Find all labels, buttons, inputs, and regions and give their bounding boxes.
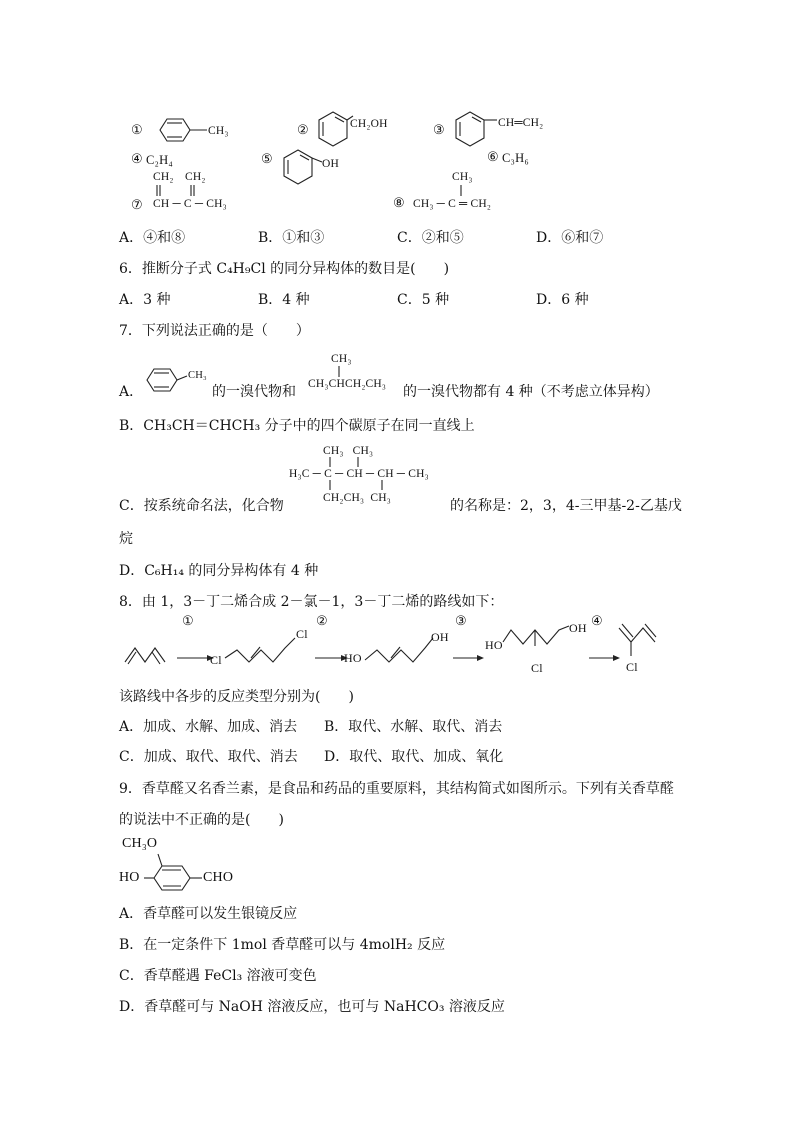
item-3-number: ③ xyxy=(433,123,445,138)
q8-stem: 8．由 1，3－丁二烯合成 2－氯－1，3－丁二烯的路线如下： xyxy=(119,594,504,610)
q9-stem-line-2: 的说法中不正确的是( ) xyxy=(119,812,284,828)
benzene-ring-3 xyxy=(452,110,502,154)
q6-option-d: D．6 种 xyxy=(536,292,589,308)
item-8-top: CH₃ xyxy=(452,171,473,183)
q8-cl-label-b: Cl xyxy=(296,627,308,641)
item-3-substituent: CH═CH₂ xyxy=(498,117,544,129)
vanillin-methoxy: CH₃O xyxy=(122,836,158,851)
q8-cl-label-d: Cl xyxy=(626,660,638,674)
item-6-number: ⑥ xyxy=(487,150,499,165)
q8-ho-label-b: HO xyxy=(485,638,503,652)
item-5-number: ⑤ xyxy=(261,152,273,167)
q9-stem-line-1: 9．香草醛又名香兰素，是食品和药品的重要原料，其结构简式如图所示。下列有关香草醛 xyxy=(119,781,674,797)
q6-option-a: A．3 种 xyxy=(119,292,171,308)
q8-ho-label-a: HO xyxy=(344,651,362,665)
q8-step-3: ③ xyxy=(455,614,467,629)
q8-step-1: ① xyxy=(182,614,194,629)
q5-option-d: D．⑥和⑦ xyxy=(536,230,604,246)
q6-option-b: B．4 种 xyxy=(258,292,310,308)
q8-oh-label-b: OH xyxy=(569,621,587,635)
q8-option-d: D．取代、取代、加成、氧化 xyxy=(324,749,504,765)
item-2-substituent: CH₂OH xyxy=(350,118,388,130)
isopentane-branch: CH₃ xyxy=(331,353,352,365)
q7-option-c-suffix: 的名称是：2，3，4-三甲基-2-乙基戊 xyxy=(450,498,682,514)
q6-stem: 6．推断分子式 C₄H₉Cl 的同分异构体的数目是( ) xyxy=(119,261,450,277)
q7-option-c-prefix: C．按系统命名法，化合物 xyxy=(119,498,284,514)
q7-stem: 7．下列说法正确的是（ ） xyxy=(119,323,310,339)
q7-option-a-prefix: A． xyxy=(119,384,144,400)
q7-option-a-mid: 的一溴代物和 xyxy=(212,384,296,400)
isopentane-bond xyxy=(336,366,346,378)
vanillin-aldehyde: CHO xyxy=(203,870,234,885)
q7-c-struct-main: H₃C ─ C ─ CH ─ CH ─ CH₃ xyxy=(289,468,429,480)
item-7-bonds xyxy=(155,184,205,198)
q9-option-b: B．在一定条件下 1mol 香草醛可以与 4molH₂ 反应 xyxy=(119,937,446,953)
q5-option-c: C．②和⑤ xyxy=(397,230,464,246)
item-4-formula: C₂H₄ xyxy=(146,153,173,167)
q7-option-d: D．C₆H₁₄ 的同分异构体有 4 种 xyxy=(119,563,319,579)
q7-option-c-continuation: 烷 xyxy=(119,531,133,547)
item-1-number: ① xyxy=(131,123,143,138)
benzene-ring-1 xyxy=(155,117,215,143)
vanillin-hydroxy: HO xyxy=(119,870,140,885)
q8-cl-label-c: Cl xyxy=(531,661,543,675)
q7-option-b: B．CH₃CH＝CHCH₃ 分子中的四个碳原子在同一直线上 xyxy=(119,418,475,434)
item-7-main-chain: CH ─ C ─ CH₃ xyxy=(153,198,227,210)
q7-c-struct-bottom: CH₂CH₃ CH₃ xyxy=(323,492,391,504)
item-2-number: ② xyxy=(297,123,309,138)
q8-step-2: ② xyxy=(316,614,328,629)
q7-option-a-suffix: 的一溴代物都有 4 种（不考虑立体异构） xyxy=(403,384,659,400)
q8-oh-label-a: OH xyxy=(431,630,449,644)
q8-option-b: B．取代、水解、取代、消去 xyxy=(324,719,503,735)
q8-question: 该路线中各步的反应类型分别为( ) xyxy=(119,689,354,705)
q8-option-c: C．加成、取代、取代、消去 xyxy=(119,749,298,765)
item-5-substituent: OH xyxy=(322,158,340,170)
item-8-main-chain: CH₃ ─ C ═ CH₂ xyxy=(413,198,492,210)
q5-option-a: A．④和⑧ xyxy=(119,230,186,246)
q8-option-a: A．加成、水解、加成、消去 xyxy=(119,719,298,735)
q7-c-struct-top: CH₃ CH₃ xyxy=(323,445,374,457)
item-6-formula: C₃H₆ xyxy=(502,151,529,165)
item-4-number: ④ xyxy=(131,152,143,167)
item-7-top-left: CH₂ xyxy=(153,171,174,183)
item-1-substituent: CH₃ xyxy=(208,125,229,137)
q5-option-b: B．①和③ xyxy=(258,230,325,246)
q9-option-c: C．香草醛遇 FeCl₃ 溶液可变色 xyxy=(119,968,317,984)
item-8-bond xyxy=(458,184,468,198)
q6-option-c: C．5 种 xyxy=(397,292,450,308)
q9-option-a: A．香草醛可以发生银镜反应 xyxy=(119,906,298,922)
q9-option-d: D．香草醛可与 NaOH 溶液反应，也可与 NaHCO₃ 溶液反应 xyxy=(119,999,505,1015)
item-8-number: ⑧ xyxy=(393,196,405,211)
isopentane-chain: CH₃CHCH₂CH₃ xyxy=(308,378,387,390)
q8-cl-label-a: Cl xyxy=(210,653,222,667)
q8-step-4: ④ xyxy=(591,614,603,629)
item-7-top-right: CH₂ xyxy=(185,171,206,183)
item-7-number: ⑦ xyxy=(131,198,143,213)
toluene-substituent: CH₃ xyxy=(188,370,207,381)
